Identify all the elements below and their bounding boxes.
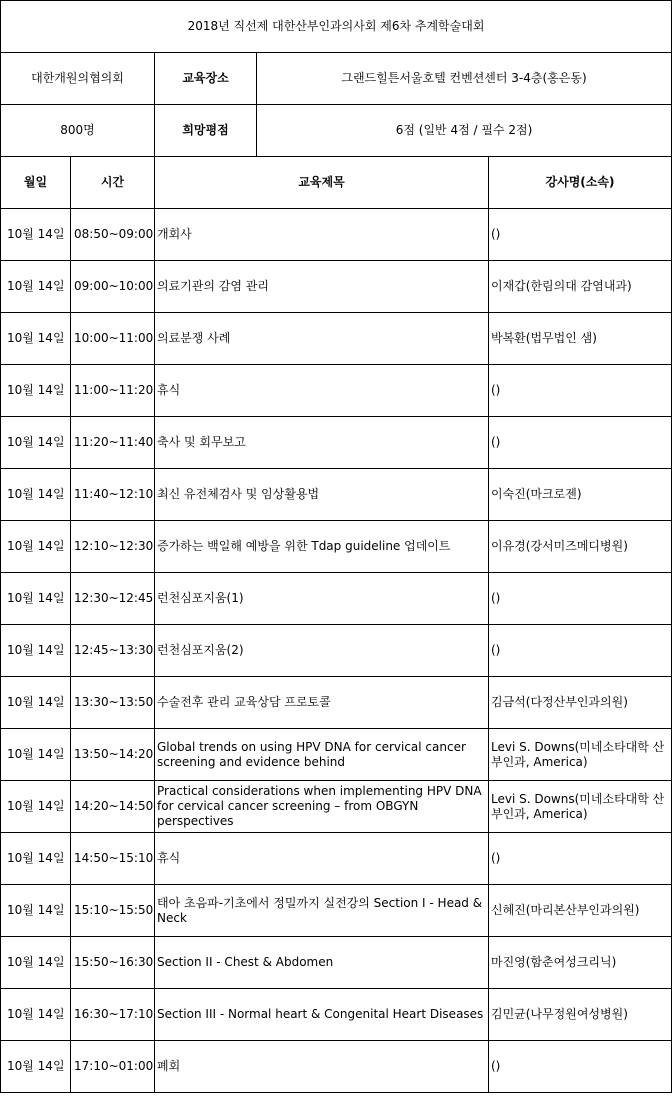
row-lecturer: 김민균(나무정원여성병원) xyxy=(489,989,672,1041)
table-row xyxy=(1,209,672,261)
row-lecturer: () xyxy=(489,209,672,261)
row-date: 10월 14일 xyxy=(1,521,71,573)
row-time: 15:50~16:30 xyxy=(71,937,155,989)
row-topic: 증가하는 백일해 예방을 위한 Tdap guideline 업데이트 xyxy=(155,521,489,573)
row-lecturer: () xyxy=(489,573,672,625)
row-topic: 의료기관의 감염 관리 xyxy=(155,261,489,313)
row-lecturer: Levi S. Downs(미네소타대학 산부인과, America) xyxy=(489,729,672,781)
credits-label: 희망평점 xyxy=(155,105,257,157)
row-topic: 휴식 xyxy=(155,833,489,885)
row-date: 10월 14일 xyxy=(1,937,71,989)
row-time: 13:50~14:20 xyxy=(71,729,155,781)
row-lecturer: 마진영(함춘여성크리닉) xyxy=(489,937,672,989)
row-date: 10월 14일 xyxy=(1,833,71,885)
table-row xyxy=(1,469,672,521)
table-row xyxy=(1,937,672,989)
row-lecturer: 김금석(다정산부인과의원) xyxy=(489,677,672,729)
header-lecturer: 강사명(소속) xyxy=(489,157,672,209)
row-time: 11:00~11:20 xyxy=(71,365,155,417)
row-topic: 런천심포지움(2) xyxy=(155,625,489,677)
venue-value: 그랜드힐튼서울호텔 컨벤션센터 3-4층(홍은동) xyxy=(257,53,672,105)
row-topic: 개회사 xyxy=(155,209,489,261)
row-topic: Section II - Chest & Abdomen xyxy=(155,937,489,989)
table-row xyxy=(1,521,672,573)
row-time: 15:10~15:50 xyxy=(71,885,155,937)
row-time: 16:30~17:10 xyxy=(71,989,155,1041)
row-date: 10월 14일 xyxy=(1,261,71,313)
row-date: 10월 14일 xyxy=(1,365,71,417)
row-time: 11:20~11:40 xyxy=(71,417,155,469)
row-time: 09:00~10:00 xyxy=(71,261,155,313)
row-date: 10월 14일 xyxy=(1,469,71,521)
row-lecturer: Levi S. Downs(미네소타대학 산부인과, America) xyxy=(489,781,672,833)
header-time: 시간 xyxy=(71,157,155,209)
row-lecturer: () xyxy=(489,1041,672,1093)
document-title: 2018년 직선제 대한산부인과의사회 제6차 추계학술대회 xyxy=(1,1,672,53)
row-date: 10월 14일 xyxy=(1,209,71,261)
row-topic: 의료분쟁 사례 xyxy=(155,313,489,365)
row-topic: 태아 초음파-기초에서 정밀까지 실전강의 Section I - Head & Neck xyxy=(155,885,489,937)
row-topic: 폐회 xyxy=(155,1041,489,1093)
row-lecturer: 이유경(강서미즈메디병원) xyxy=(489,521,672,573)
table-row xyxy=(1,833,672,885)
row-time: 08:50~09:00 xyxy=(71,209,155,261)
row-topic: 수술전후 관리 교육상담 프로토콜 xyxy=(155,677,489,729)
row-date: 10월 14일 xyxy=(1,417,71,469)
table-row xyxy=(1,365,672,417)
table-row xyxy=(1,261,672,313)
row-date: 10월 14일 xyxy=(1,885,71,937)
row-date: 10월 14일 xyxy=(1,781,71,833)
row-date: 10월 14일 xyxy=(1,625,71,677)
row-lecturer: () xyxy=(489,625,672,677)
table-row xyxy=(1,885,672,937)
table-row xyxy=(1,417,672,469)
row-time: 12:30~12:45 xyxy=(71,573,155,625)
row-topic: 휴식 xyxy=(155,365,489,417)
header-date: 월일 xyxy=(1,157,71,209)
row-date: 10월 14일 xyxy=(1,1041,71,1093)
row-lecturer: () xyxy=(489,365,672,417)
row-lecturer: 이숙진(마크로젠) xyxy=(489,469,672,521)
row-time: 17:10~01:00 xyxy=(71,1041,155,1093)
row-topic: 축사 및 회무보고 xyxy=(155,417,489,469)
row-topic: Section III - Normal heart & Congenital Heart Diseases xyxy=(155,989,489,1041)
row-date: 10월 14일 xyxy=(1,677,71,729)
row-time: 14:50~15:10 xyxy=(71,833,155,885)
row-time: 12:10~12:30 xyxy=(71,521,155,573)
row-lecturer: () xyxy=(489,417,672,469)
table-row xyxy=(1,677,672,729)
table-row xyxy=(1,781,672,833)
credits-value: 6점 (일반 4점 / 필수 2점) xyxy=(257,105,672,157)
row-date: 10월 14일 xyxy=(1,313,71,365)
row-topic: 최신 유전체검사 및 임상활용법 xyxy=(155,469,489,521)
row-time: 11:40~12:10 xyxy=(71,469,155,521)
header-topic: 교육제목 xyxy=(155,157,489,209)
row-topic: 런천심포지움(1) xyxy=(155,573,489,625)
row-lecturer: 이재갑(한림의대 감염내과) xyxy=(489,261,672,313)
row-topic: Global trends on using HPV DNA for cervical cancer screening and evidence behind xyxy=(155,729,489,781)
table-row xyxy=(1,625,672,677)
table-row xyxy=(1,989,672,1041)
row-date: 10월 14일 xyxy=(1,573,71,625)
table-row xyxy=(1,729,672,781)
table-row xyxy=(1,313,672,365)
row-time: 13:30~13:50 xyxy=(71,677,155,729)
row-lecturer: 박복환(법무법인 샘) xyxy=(489,313,672,365)
row-time: 10:00~11:00 xyxy=(71,313,155,365)
row-lecturer: () xyxy=(489,833,672,885)
table-row xyxy=(1,1041,672,1093)
row-topic: Practical considerations when implementing HPV DNA for cervical cancer screening – from OBGYN perspectives xyxy=(155,781,489,833)
row-lecturer: 신혜진(마리본산부인과의원) xyxy=(489,885,672,937)
table-row xyxy=(1,573,672,625)
row-date: 10월 14일 xyxy=(1,989,71,1041)
organizer-value: 대한개원의협의회 xyxy=(1,53,155,105)
row-time: 14:20~14:50 xyxy=(71,781,155,833)
row-time: 12:45~13:30 xyxy=(71,625,155,677)
venue-label: 교육장소 xyxy=(155,53,257,105)
row-date: 10월 14일 xyxy=(1,729,71,781)
capacity-value: 800명 xyxy=(1,105,155,157)
